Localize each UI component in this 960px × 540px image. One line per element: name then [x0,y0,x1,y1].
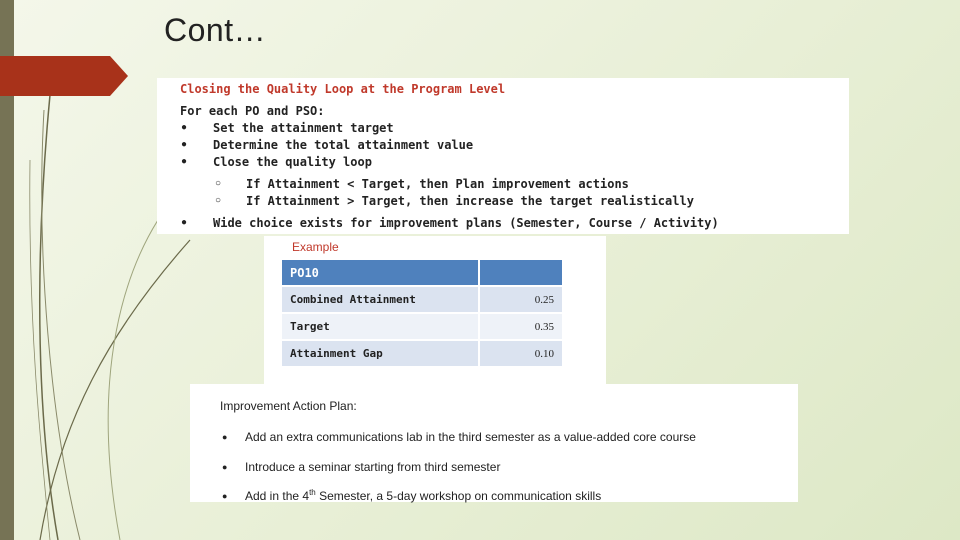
sub-step-item: If Attainment > Target, then increase the target realistically [246,194,694,208]
quality-loop-heading: Closing the Quality Loop at the Program Level [180,82,506,96]
row-label: Target [282,314,478,339]
improvement-plan-panel [190,384,798,502]
plan-item: Add an extra communications lab in the third semester as a value-added core course [245,430,696,444]
circle-bullet-icon: ○ [215,195,222,206]
table-row [282,287,562,312]
example-panel [264,236,606,384]
table-row [282,314,562,339]
quality-loop-intro: For each PO and PSO: [180,104,325,118]
bullet-icon: ● [181,156,188,167]
bullet-icon: ● [222,491,228,501]
row-value: 0.35 [480,314,562,339]
step-item: Close the quality loop [213,155,372,169]
step-item: Determine the total attainment value [213,138,474,152]
quality-loop-panel [157,78,849,234]
improvement-plan-title: Improvement Action Plan: [220,399,357,413]
title-tab-arrow [0,56,128,96]
sub-step-item: If Attainment < Target, then Plan improvement actions [246,177,629,191]
row-value: 0.25 [480,287,562,312]
plan-item-text: Semester, a 5-day workshop on communication skills [315,489,602,503]
table-header-cell-empty [480,260,562,285]
plan-item: Introduce a seminar starting from third semester [245,460,501,474]
bullet-icon: ● [181,217,188,228]
row-value: 0.10 [480,341,562,366]
ordinal-suffix: th [309,488,316,497]
quality-loop-note: Wide choice exists for improvement plans (Semester, Course / Activity) [213,216,719,230]
plan-item-text: Add in the 4 [245,489,310,503]
plan-item [245,488,601,503]
slide-title: Cont… [164,12,267,48]
table-header-cell: PO10 [282,260,478,285]
circle-bullet-icon: ○ [215,178,222,189]
bullet-icon: ● [181,122,188,133]
bullet-icon: ● [222,432,228,442]
step-item: Set the attainment target [213,121,394,135]
example-title: Example [292,240,339,254]
table-row [282,341,562,366]
table-header-row [282,260,562,285]
bullet-icon: ● [181,139,188,150]
po-table [280,258,564,368]
row-label: Combined Attainment [282,287,478,312]
bullet-icon: ● [222,462,228,472]
row-label: Attainment Gap [282,341,478,366]
